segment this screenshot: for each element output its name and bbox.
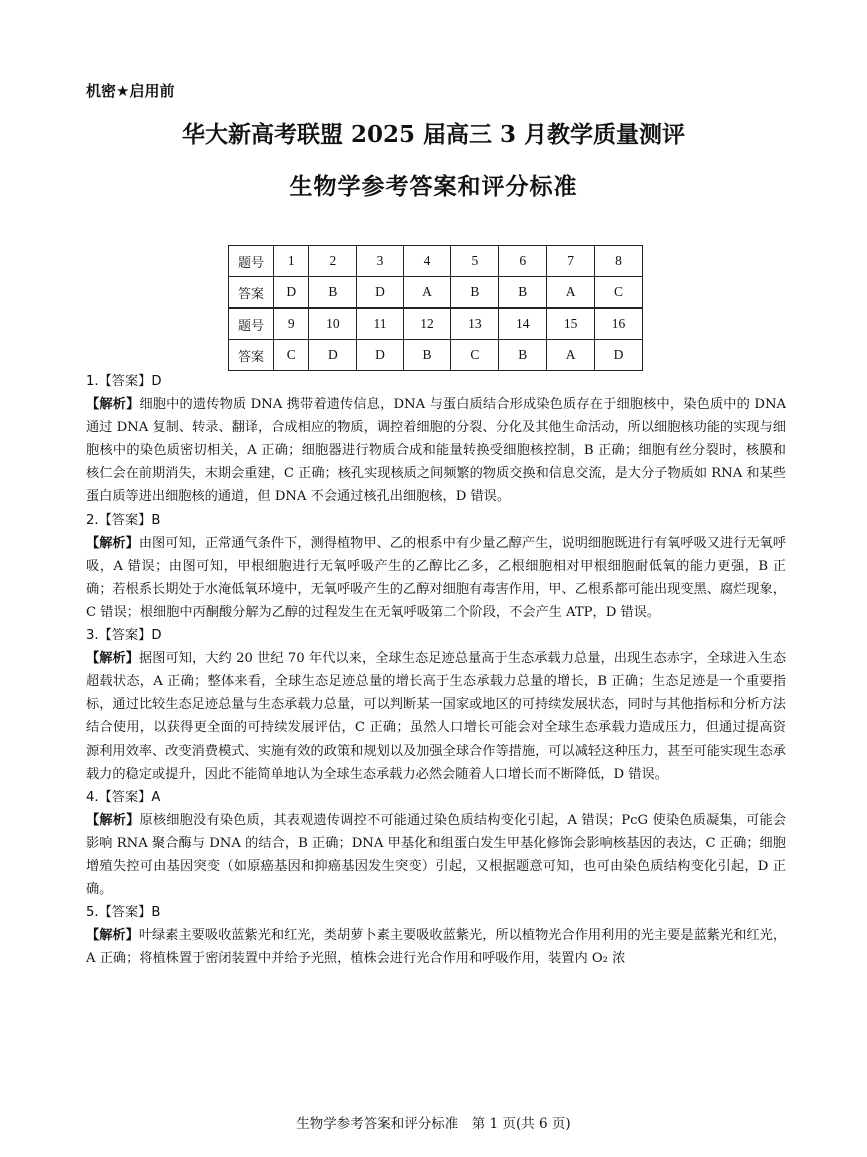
analysis-tag: 【解析】 [86,812,140,828]
row-label-answer: 答案 [229,340,274,371]
answer-explanations [86,370,786,970]
question-number: 10 [309,308,357,340]
analysis-text: 细胞中的遗传物质 DNA 携带着遗传信息，DNA 与蛋白质结合形成染色质存在于细胞核中，染色质中的 DNA 通过 DNA 复制、转录、翻译，合成相应的物质，调控着细胞的分裂、分化及其他生命活动，所以细胞核功能的实现与细胞核中的染色质密切相关，A 正确；细胞器进行物质合成和能量转换受细胞核控制，B 正确；细胞有丝分裂时，核膜和核仁会在前期消失，末期会重建，C 正确；核孔实现核质之间频繁的物质交换和信息交流，是大分子物质如 RNA 和某些蛋白质等进出细胞核的通道，但 DNA 不会通过核孔出细胞核，D 错误。 [86,397,787,505]
page-footer: 生物学参考答案和评分标准 第 1 页(共 6 页) [296,1116,571,1132]
analysis-paragraph [86,393,786,508]
question-number: 2 [309,246,357,277]
question-number: 4 [403,246,451,277]
analysis-tag: 【解析】 [86,397,140,413]
exam-title: 华大新高考联盟 2025 届高三 3 月教学质量测评 [181,121,686,148]
question-number: 15 [547,308,595,340]
question-number: 9 [274,308,309,340]
answer-cell: B [451,277,499,309]
table-row [229,277,643,309]
answer-cell: D [274,277,309,309]
analysis-text: 原核细胞没有染色质，其表观遗传调控不可能通过染色质结构变化引起，A 错误；PcG 使染色质凝集，可能会影响 RNA 聚合酶与 DNA 的结合，B 正确；DNA 甲基化和组蛋白发生甲基化修饰会影响核基因的表达，C 正确；细胞增殖失控可由基因突变（如原癌基因和抑癌基因发生突变）引起，又根据题意可知，也可由染色质结构变化引起，D 正确。 [86,812,787,898]
question-number: 3 [357,246,403,277]
answer-heading: 5.【答案】B [86,905,161,921]
question-block [86,624,786,786]
answer-cell: A [547,277,595,309]
answer-table [228,245,643,371]
question-block [86,901,786,970]
question-number: 12 [403,308,451,340]
row-label-answer: 答案 [229,277,274,309]
answer-heading: 3.【答案】D [86,628,162,644]
question-number: 14 [499,308,547,340]
answer-cell: B [309,277,357,309]
question-number: 7 [547,246,595,277]
answer-cell: C [274,340,309,371]
question-block [86,509,786,624]
answer-cell: D [357,277,403,309]
question-number: 6 [499,246,547,277]
answer-cell: B [403,340,451,371]
row-label-question: 题号 [229,246,274,277]
document-subtitle: 生物学参考答案和评分标准 [289,174,578,200]
answer-heading: 2.【答案】B [86,512,161,528]
answer-cell: A [403,277,451,309]
row-label-question: 题号 [229,308,274,340]
answer-cell: D [309,340,357,371]
answer-cell: C [451,340,499,371]
analysis-paragraph [86,809,786,901]
question-number: 16 [595,308,643,340]
answer-cell: A [547,340,595,371]
table-row [229,340,643,371]
question-block [86,786,786,901]
table-row [229,308,643,340]
question-block [86,370,786,509]
question-number: 11 [357,308,403,340]
table-row [229,246,643,277]
question-number: 1 [274,246,309,277]
analysis-tag: 【解析】 [86,651,140,667]
answer-cell: B [499,277,547,309]
answer-cell: D [357,340,403,371]
analysis-tag: 【解析】 [86,928,139,944]
answer-cell: D [595,340,643,371]
answer-heading: 1.【答案】D [86,374,162,389]
question-number: 5 [451,246,499,277]
analysis-text: 由图可知，正常通气条件下，测得植物甲、乙的根系中有少量乙醇产生，说明细胞既进行有氧呼吸又进行无氧呼吸，A 错误；由图可知，甲根细胞进行无氧呼吸产生的乙醇比乙多，乙根细胞相对甲根细胞耐低氧的能力更强，B 正确；若根系长期处于水淹低氧环境中，无氧呼吸产生的乙醇对细胞有毒害作用，甲、乙根系都可能出现变黑、腐烂现象，C 错误；根细胞中丙酮酸分解为乙醇的过程发生在无氧呼吸第二个阶段，不会产生 ATP，D 错误。 [86,535,787,620]
confidential-mark: 机密★启用前 [86,82,175,100]
question-number: 13 [451,308,499,340]
answer-heading: 4.【答案】A [86,789,161,805]
answer-cell: C [595,277,643,309]
analysis-paragraph [86,647,786,786]
analysis-paragraph [86,924,786,970]
analysis-text: 据图可知，大约 20 世纪 70 年代以来，全球生态足迹总量高于生态承载力总量，出现生态赤字，全球进入生态超载状态，A 正确；整体来看，全球生态足迹总量的增长高于生态承载力总量的增长，B 正确；生态足迹是一个重要指标，通过比较生态足迹总量与生态承载力总量，可以判断某一国家或地区的可持续发展状态，同时与其他指标和分析方法结合使用，以获得更全面的可持续发展评估，C 正确；虽然人口增长可能会对全球生态承载力造成压力，但通过提高资源利用效率、改变消费模式、实施有效的政策和规划以及加强全球合作等措施，可以减轻这种压力，甚至可能实现生态承载力的稳定或提升，因此不能简单地认为全球生态承载力必然会随着人口增长而不断降低，D 错误。 [86,651,787,782]
analysis-text: 叶绿素主要吸收蓝紫光和红光，类胡萝卜素主要吸收蓝紫光，所以植物光合作用利用的光主要是蓝紫光和红光，A 正确；将植株置于密闭装置中并给予光照，植株会进行光合作用和呼吸作用，装置内 O₂ 浓 [86,928,787,967]
answer-cell: B [499,340,547,371]
question-number: 8 [595,246,643,277]
analysis-paragraph [86,532,786,624]
analysis-tag: 【解析】 [86,535,139,551]
